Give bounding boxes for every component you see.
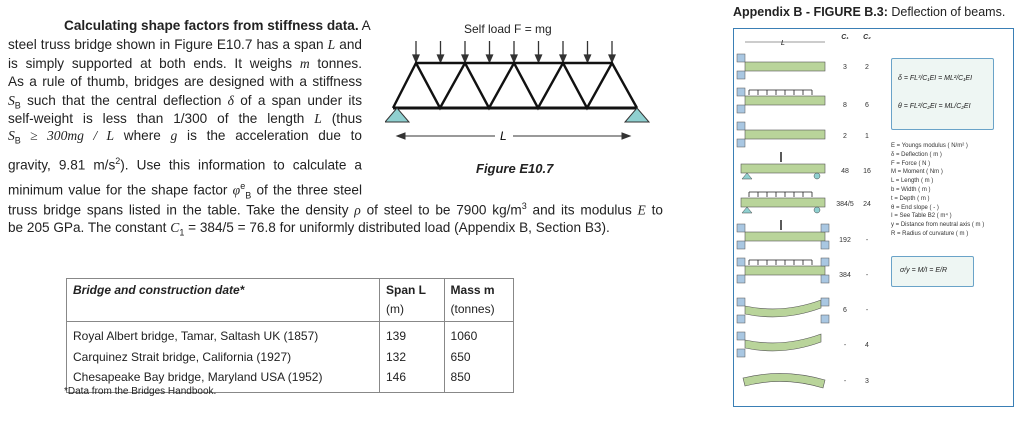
table-footnote: *Data from the Bridges Handbook. — [64, 386, 217, 397]
deflection-formula: δ = FL³/C₁EI = ML²/C₁EI — [898, 75, 973, 82]
c1-value: 2 — [843, 133, 847, 140]
problem-text-segment: truss bridge spans listed in the table. Take the density — [8, 202, 355, 218]
c1-value: 192 — [839, 237, 851, 244]
deflection-formula-box — [891, 58, 994, 130]
problem-text-segment: ). Use this information to calculate a — [120, 157, 362, 173]
c1-value: 8 — [843, 102, 847, 109]
header-bridge: Bridge and construction date* — [67, 279, 380, 322]
c1-value: - — [843, 378, 847, 385]
problem-text-segment: E — [637, 202, 646, 218]
c1-value: 6 — [843, 307, 847, 314]
stress-formula: σ/y = M/I = E/R — [900, 267, 948, 274]
legend-item: M = Moment ( Nm ) — [891, 169, 943, 176]
legend-item: θ = End slope ( - ) — [891, 204, 939, 211]
c2-value: - — [865, 237, 869, 244]
problem-text-segment: ≥ 300mg / L — [20, 128, 115, 143]
legend-item: δ = Deflection ( m ) — [891, 151, 942, 158]
c1-header: C₁ — [841, 34, 849, 41]
bridge-table — [66, 278, 514, 393]
problem-line — [8, 110, 362, 128]
span-label: L — [500, 129, 507, 143]
problem-text-segment: 3 — [521, 201, 527, 211]
problem-text-segment: As a rule of thumb, bridges are designed with a stiffness — [8, 74, 362, 89]
arrowhead — [438, 55, 444, 62]
arrowhead — [536, 55, 542, 62]
legend-item: E = Youngs modulus ( N/m² ) — [891, 143, 968, 149]
c2-value: 4 — [865, 342, 869, 349]
legend-item: I = See Table B2 ( m⁴ ) — [891, 213, 952, 220]
problem-text-segment: to — [645, 202, 663, 218]
problem-text-segment: and its modulus — [526, 202, 638, 218]
problem-text-segment: C — [170, 220, 180, 235]
c2-value: 6 — [865, 102, 869, 109]
slope-formula: θ = FL²/C₂EI = ML/C₂EI — [898, 103, 971, 110]
problem-text-segment: e — [240, 181, 246, 191]
arrowhead — [585, 55, 591, 62]
roller-support-icon — [814, 173, 820, 179]
c2-value: 1 — [865, 133, 869, 140]
problem-text-segment: ρ — [354, 202, 361, 218]
c2-value: - — [865, 307, 869, 314]
problem-text-segment: S — [8, 93, 15, 108]
problem-line — [8, 73, 362, 91]
legend-item: b = Width ( m ) — [891, 187, 931, 193]
problem-line — [8, 152, 362, 175]
problem-text-segment: is the acceleration due to — [177, 128, 362, 143]
c2-value: 24 — [863, 201, 871, 208]
c2-header: C₂ — [863, 34, 871, 41]
problem-text-segment: L — [327, 37, 336, 52]
problem-text-segment: steel truss bridge shown in Figure E10.7 has a span — [8, 37, 328, 52]
beam-case — [737, 122, 825, 147]
c2-value: 16 — [863, 168, 871, 175]
problem-line — [8, 36, 362, 54]
problem-text-segment: minimum value for the shape factor — [8, 182, 233, 198]
problem-text-segment: of a span under its — [233, 93, 362, 108]
problem-text-segment: A — [358, 18, 371, 33]
problem-text-segment: δ — [227, 93, 234, 108]
problem-text-segment: B — [245, 190, 252, 201]
pin-support-icon — [742, 173, 752, 179]
table-header-row — [67, 279, 514, 322]
beam-case — [737, 298, 829, 323]
problem-text-segment: m — [299, 56, 310, 71]
problem-text-segment: = 384/5 = 76.8 for uniformly distributed load (Appendix B, Section B3). — [184, 220, 610, 235]
legend-item: t = Depth ( m ) — [891, 195, 930, 202]
roller-support-icon — [814, 207, 820, 213]
table-row: Royal Albert bridge, Tamar, Saltash UK (1857) 139 1060 — [67, 322, 514, 347]
problem-text-segment: gravity, 9.81 m/s — [8, 157, 116, 173]
problem-text-segment: of the three steel — [251, 182, 362, 198]
beam-case — [741, 192, 825, 213]
problem-text-segment: where — [114, 128, 171, 143]
stress-formula-box — [891, 256, 974, 287]
svg-text:L: L — [781, 40, 785, 47]
pin-support-icon — [742, 207, 752, 213]
right-support-icon — [625, 108, 649, 122]
c2-value: - — [865, 272, 869, 279]
left-support-icon — [385, 108, 409, 122]
beam-case — [737, 220, 829, 249]
beam-case — [741, 152, 825, 179]
c1-value: 384 — [839, 272, 851, 279]
problem-line — [8, 17, 371, 35]
c1-value: 384/5 — [836, 201, 854, 208]
span-dimension-arrow — [397, 133, 630, 139]
legend-item: R = Radius of curvature ( m ) — [891, 231, 969, 237]
c1-value: 48 — [841, 168, 849, 175]
c1-value: 3 — [843, 64, 847, 71]
legend-item: F = Force ( N ) — [891, 160, 931, 167]
problem-text-segment: S — [8, 128, 15, 143]
problem-line — [8, 55, 362, 73]
table-row: Carquinez Strait bridge, California (1927) 132 650 — [67, 347, 514, 368]
arrowhead — [487, 55, 493, 62]
problem-line — [8, 219, 663, 242]
problem-text-segment: 2 — [115, 156, 121, 166]
problem-text-segment: is simply supported at both ends. It weighs — [8, 56, 300, 71]
problem-text-segment: φ — [232, 182, 241, 198]
problem-line — [8, 127, 362, 150]
problem-text-segment: be 205 GPa. The constant — [8, 220, 171, 235]
beam-case — [737, 54, 825, 79]
problem-text-segment: such that the central deflection — [20, 93, 228, 108]
beam-case — [737, 88, 825, 113]
problem-text-segment: of steel to be 7900 kg/m — [360, 202, 522, 218]
table-row: Chesapeake Bay bridge, Maryland USA (1952) 146 850 — [67, 367, 514, 392]
problem-text-segment: and — [335, 37, 362, 52]
figure-caption: Figure E10.7 — [476, 161, 554, 176]
c2-value: 2 — [865, 64, 869, 71]
problem-line — [8, 197, 663, 220]
problem-text-segment: 1 — [179, 227, 185, 238]
beam-case — [737, 332, 821, 357]
problem-text-segment: B — [14, 135, 21, 146]
beam-case — [743, 373, 825, 388]
beam-case — [737, 258, 829, 283]
legend-item: L = Length ( m ) — [891, 178, 934, 185]
problem-text-segment: Calculating shape factors from stiffness data. — [64, 18, 359, 33]
problem-text-segment: self-weight is less than 1/300 of the length — [8, 111, 315, 126]
truss-frame — [393, 63, 637, 108]
c2-value: 3 — [865, 378, 869, 385]
problem-text-segment: g — [170, 128, 178, 143]
problem-text-segment: (thus — [321, 111, 362, 126]
legend-item: y = Distance from neutral axis ( m ) — [891, 222, 985, 229]
c1-value: - — [843, 342, 847, 349]
problem-text-segment: tonnes. — [309, 56, 362, 71]
problem-text-segment: B — [14, 100, 21, 111]
self-load-label: Self load F = mg — [464, 22, 552, 36]
load-arrows — [413, 41, 615, 62]
truss-bridge-diagram — [385, 15, 655, 155]
problem-text-segment: L — [314, 111, 322, 126]
appendix-title: Appendix B - FIGURE B.3: Deflection of beams. — [733, 5, 1006, 19]
header-span: Span L (m) — [380, 279, 445, 322]
header-mass: Mass m (tonnes) — [444, 279, 513, 322]
